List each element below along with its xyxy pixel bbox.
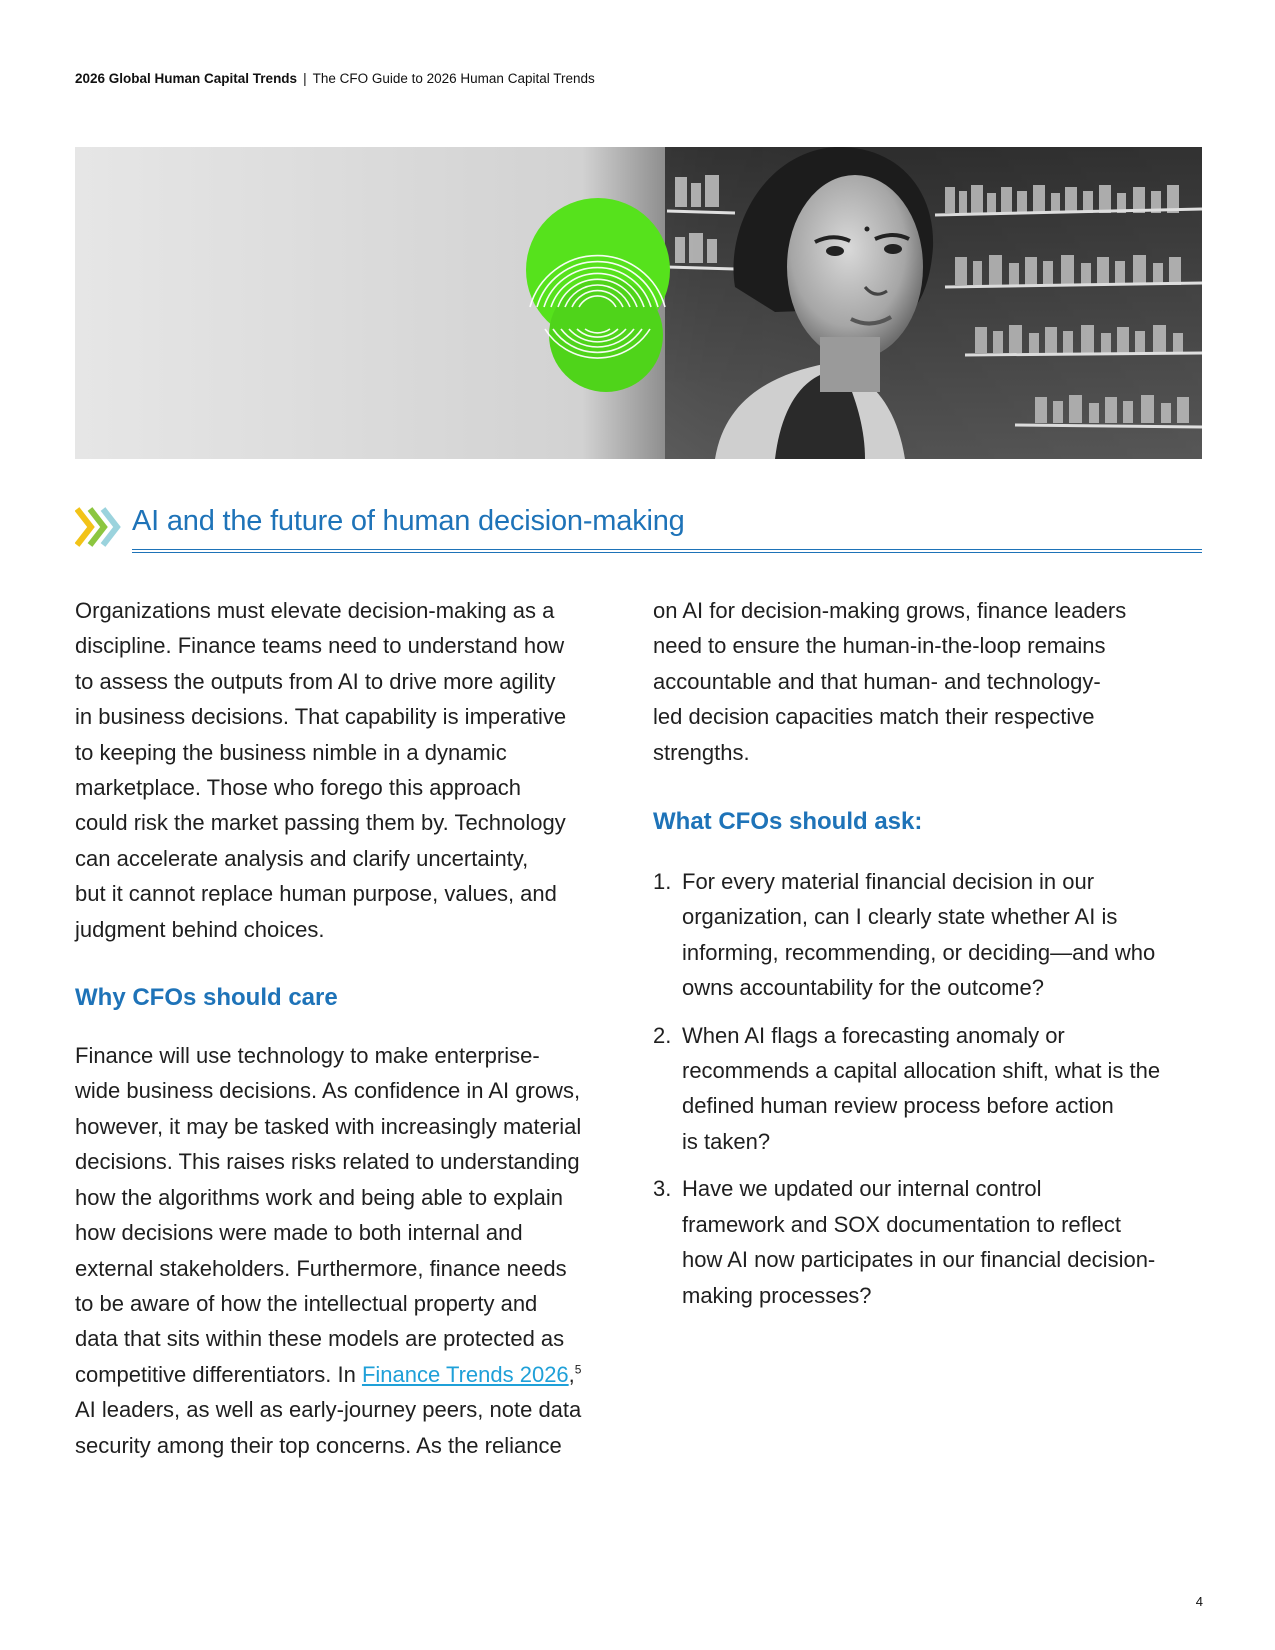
text-line: defined human review process before action: [682, 1093, 1114, 1119]
list-number: 2.: [653, 1022, 672, 1048]
continued-paragraph: [653, 593, 1183, 770]
list-number: 1.: [653, 869, 672, 895]
hero-photo-illustration: [75, 147, 1202, 459]
text-line: to assess the outputs from AI to drive more agility: [75, 668, 556, 694]
questions-list: [653, 864, 1183, 1313]
list-item: [653, 864, 1183, 1006]
text-line: framework and SOX documentation to reflect: [682, 1211, 1121, 1237]
text-line: on AI for decision-making grows, finance leaders: [653, 598, 1127, 623]
text-line: external stakeholders. Furthermore, finance needs: [75, 1255, 567, 1281]
text-line-with-link: [75, 1357, 605, 1392]
chevrons-right-icon: [75, 507, 125, 547]
hero-image: [75, 147, 1202, 459]
finance-trends-2026-link[interactable]: Finance Trends 2026: [361, 1361, 569, 1387]
text-line: strengths.: [653, 739, 750, 765]
what-cfos-ask-heading: What CFOs should ask:: [653, 808, 923, 836]
publication-title: 2026 Global Human Capital Trends: [75, 71, 298, 86]
text-line: Finance will use technology to make enterprise-: [75, 1043, 540, 1069]
text-line: security among their top concerns. As the reliance: [75, 1432, 562, 1458]
list-item: [653, 1171, 1183, 1313]
text-line: however, it may be tasked with increasingly material: [75, 1113, 582, 1139]
text-line: making processes?: [682, 1282, 872, 1308]
why-cfos-care-heading: Why CFOs should care: [75, 984, 338, 1012]
text-line: how the algorithms work and being able to explain: [75, 1184, 563, 1210]
text-line: but it cannot replace human purpose, values, and: [75, 881, 557, 907]
text-line: data that sits within these models are protected as: [75, 1326, 565, 1352]
header-separator: |: [303, 71, 307, 86]
text-line: to keeping the business nimble in a dynamic: [75, 739, 507, 765]
right-column: [653, 593, 1183, 1325]
text-line: For every material financial decision in our: [682, 869, 1095, 895]
text-line: wide business decisions. As confidence in AI grows,: [75, 1078, 581, 1104]
text-line: how AI now participates in our financial decision-: [682, 1247, 1156, 1273]
running-header: [75, 71, 595, 86]
text-line: need to ensure the human-in-the-loop remains: [653, 633, 1106, 659]
text-line: how decisions were made to both internal and: [75, 1220, 523, 1246]
text-line: discipline. Finance teams need to understand how: [75, 633, 565, 659]
text-line: recommends a capital allocation shift, what is the: [682, 1058, 1161, 1084]
text-line: judgment behind choices.: [75, 916, 325, 942]
text-line: organization, can I clearly state whether AI is: [682, 904, 1118, 930]
green-spiral-graphic: [526, 198, 670, 392]
text-line: When AI flags a forecasting anomaly or: [682, 1022, 1065, 1048]
link-suffix: ,: [568, 1361, 575, 1387]
list-item: [653, 1018, 1183, 1160]
page-number: 4: [1195, 1594, 1203, 1609]
text-line: is taken?: [682, 1128, 771, 1154]
text-line: accountable and that human- and technology-: [653, 668, 1101, 694]
section-title: AI and the future of human decision-making: [132, 505, 685, 537]
text-line: to be aware of how the intellectual property and: [75, 1290, 538, 1316]
why-paragraph: [75, 1038, 605, 1463]
text-line: decisions. This raises risks related to understanding: [75, 1149, 580, 1175]
text-line: in business decisions. That capability is imperative: [75, 704, 567, 730]
text-line: owns accountability for the outcome?: [682, 975, 1044, 1001]
list-number: 3.: [653, 1176, 672, 1202]
text-line: Have we updated our internal control: [682, 1176, 1042, 1202]
section-title-rule: [132, 549, 1202, 553]
text-line: can accelerate analysis and clarify uncertainty,: [75, 845, 529, 871]
footnote-reference: 5: [574, 1362, 582, 1377]
text-line: AI leaders, as well as early-journey peers, note data: [75, 1397, 582, 1423]
text-line: marketplace. Those who forego this approach: [75, 775, 521, 801]
text-line: led decision capacities match their respective: [653, 704, 1095, 730]
section-heading: [75, 505, 1202, 555]
text-line: informing, recommending, or deciding—and who: [682, 939, 1156, 965]
guide-title: The CFO Guide to 2026 Human Capital Trends: [312, 71, 595, 86]
link-prefix: competitive differentiators. In: [75, 1361, 362, 1387]
left-column: [75, 593, 605, 1463]
intro-paragraph: [75, 593, 605, 947]
text-line: could risk the market passing them by. Technology: [75, 810, 566, 836]
text-line: Organizations must elevate decision-making as a: [75, 598, 555, 623]
